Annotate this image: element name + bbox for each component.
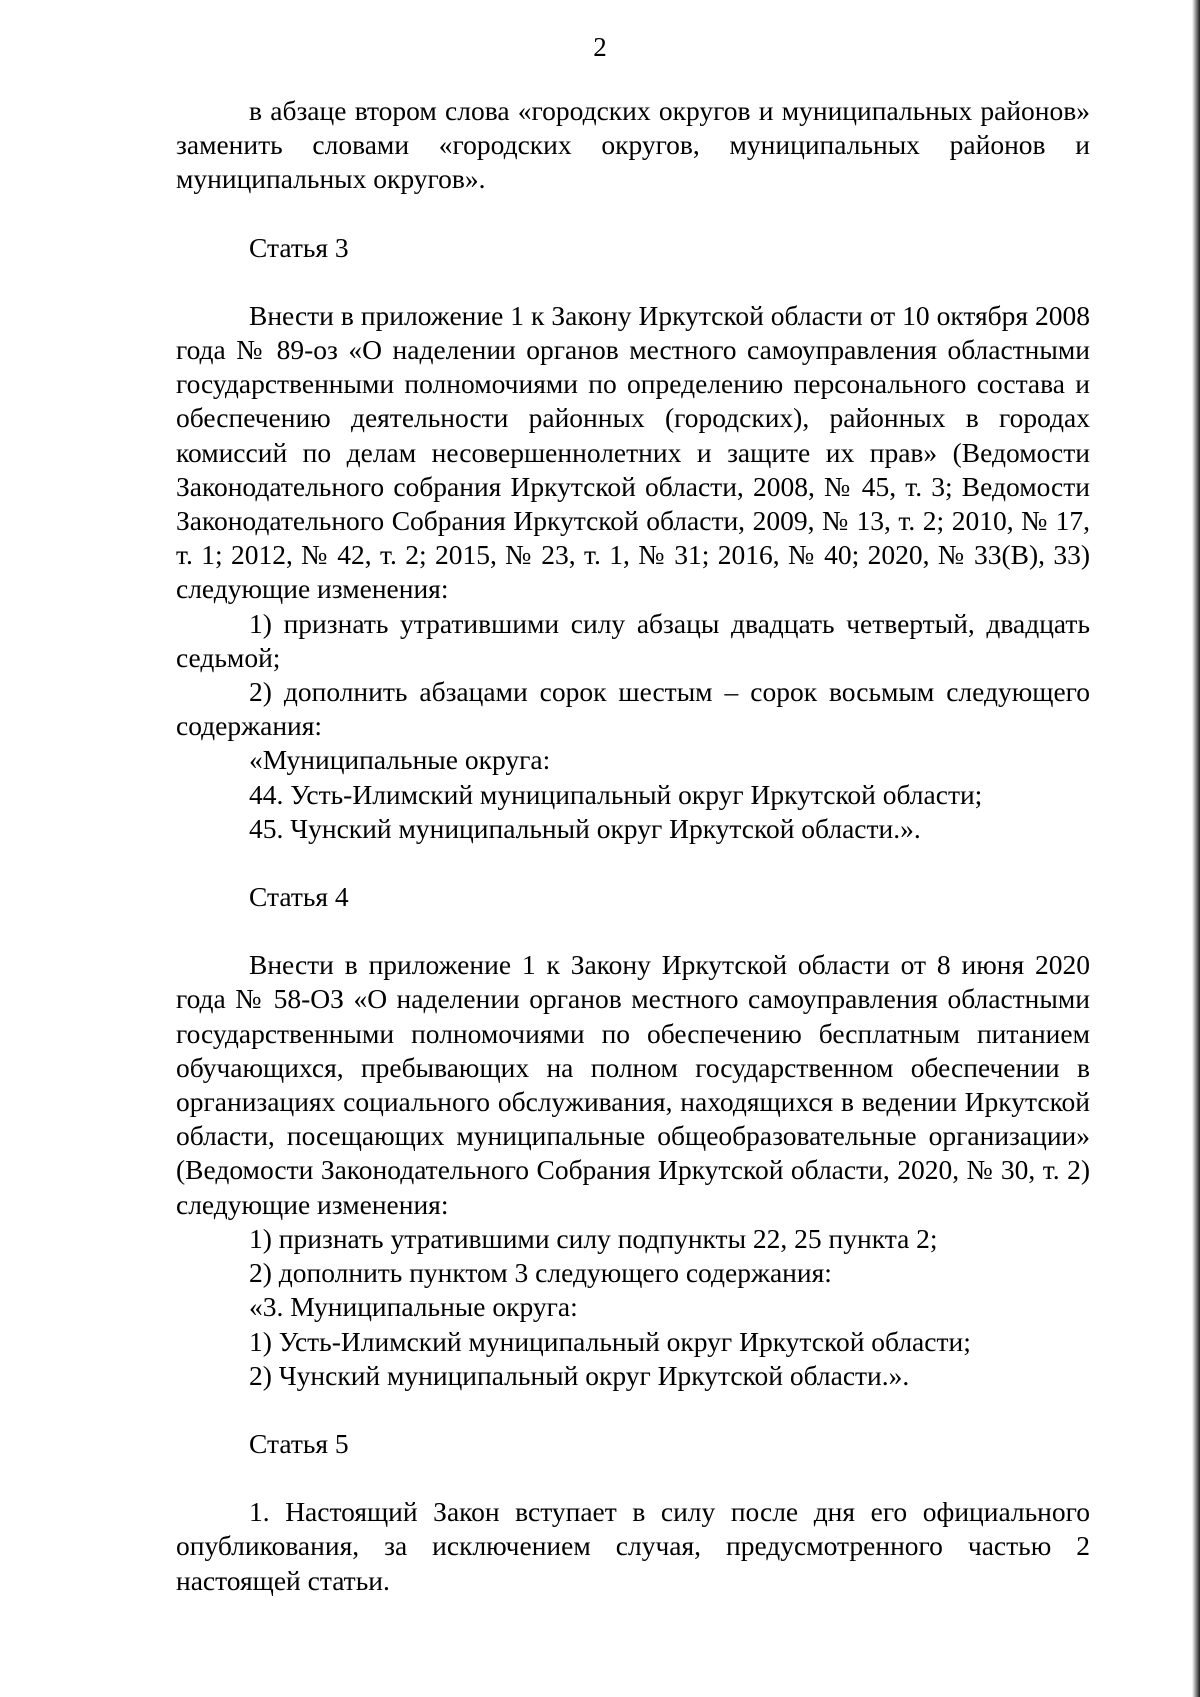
article-4-quote-line-1: «3. Муниципальные округа: <box>249 1291 578 1323</box>
article-5-heading: Статья 5 <box>249 1427 349 1459</box>
article-3-quote-line-2: 44. Усть-Илимский муниципальный округ Иркутской области; <box>249 778 983 810</box>
article-4-heading: Статья 4 <box>249 881 349 913</box>
article-3-item-1: 1) признать утратившими силу абзацы двадцать четвертый, двадцать седьмой; <box>176 607 1090 673</box>
scan-edge-shadow <box>1192 0 1200 1697</box>
spacer <box>176 197 1090 231</box>
article-3-heading: Статья 3 <box>249 231 349 263</box>
article-3-item-2: 2) дополнить абзацами сорок шестым – сорок восьмым следующего содержания: <box>176 676 1090 742</box>
article-3-quote-line-1: «Муниципальные округа: <box>249 744 551 776</box>
spacer <box>176 846 1090 880</box>
article-4-quote-line-3: 2) Чунский муниципальный округ Иркутской области.». <box>249 1359 910 1391</box>
spacer <box>176 914 1090 948</box>
spacer <box>176 265 1090 299</box>
article-4-quote-line-2: 1) Усть-Илимский муниципальный округ Иркутской области; <box>249 1325 971 1357</box>
spacer <box>176 1393 1090 1427</box>
page-number: 2 <box>593 32 607 62</box>
article-5-paragraph-1: 1. Настоящий Закон вступает в силу после дня его официального опубликования, за исключением случая, предусмотренного частью 2 настоящей статьи. <box>176 1496 1090 1596</box>
article-4-item-1: 1) признать утратившими силу подпункты 22, 25 пункта 2; <box>249 1222 938 1254</box>
document-body <box>176 94 1090 1598</box>
spacer <box>176 1461 1090 1495</box>
paragraph-amendment-article-2: в абзаце втором слова «городских округов и муниципальных районов» заменить словами «городских округов, муниципальных районов и муниципальных округов». <box>176 95 1090 195</box>
article-3-quote-line-3: 45. Чунский муниципальный округ Иркутской области.». <box>249 812 921 844</box>
article-3-intro: Внести в приложение 1 к Закону Иркутской области от 10 октября 2008 года № 89-оз «О наделении органов местного самоуправления областными государственными полномочиями по определению персонального состава и обеспечению деятельности районных (городских), районных в городах комиссий по делам несовершеннолетних и защите их прав» (Ведомости Законодательного собрания Иркутской области, 2008, № 45, т. 3; Ведомости Законодательного Собрания Иркутской области, 2009, № 13, т. 2; 2010, № 17, т. 1; 2012, № 42, т. 2; 2015, № 23, т. 1, № 31; 2016, № 40; 2020, № 33(В), 33) следующие изменения: <box>176 299 1090 605</box>
article-4-intro: Внести в приложение 1 к Закону Иркутской области от 8 июня 2020 года № 58-ОЗ «О наделении органов местного самоуправления областными государственными полномочиями по обеспечению бесплатным питанием обучающихся, пребывающих на полном государственном обеспечении в организациях социального обслуживания, находящихся в ведении Иркутской области, посещающих муниципальные общеобразовательные организации» (Ведомости Законодательного Собрания Иркутской области, 2020, № 30, т. 2) следующие изменения: <box>176 949 1090 1220</box>
article-4-item-2: 2) дополнить пунктом 3 следующего содержания: <box>249 1257 832 1289</box>
